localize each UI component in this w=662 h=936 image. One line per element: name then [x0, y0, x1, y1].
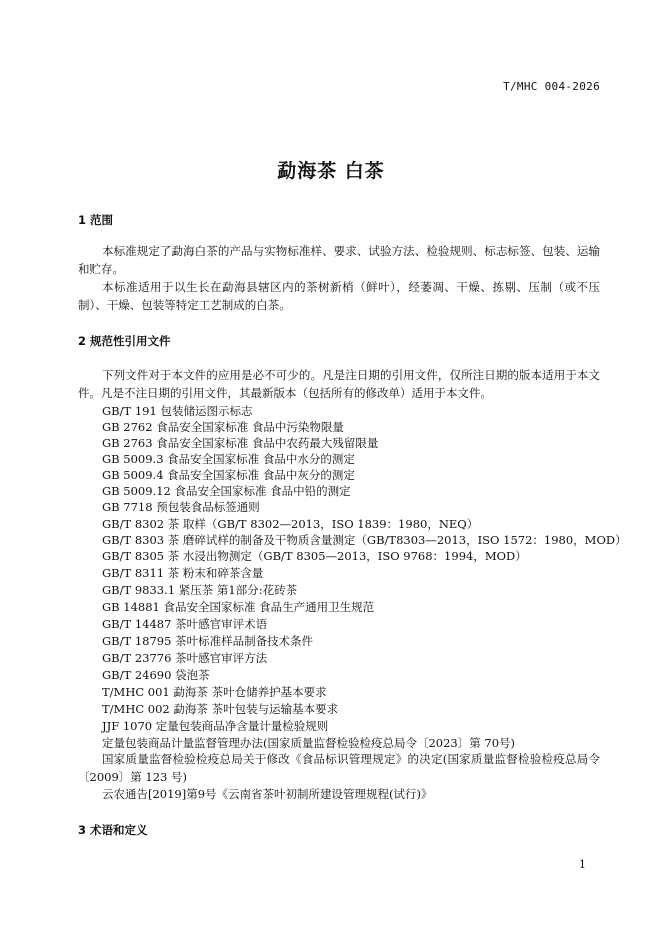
- document-number: T/MHC 004-2026: [503, 80, 600, 93]
- scope-paragraph-2: 本标准适用于以生长在勐海县辖区内的茶树新梢（鲜叶），经萎凋、干燥、拣剔、压制（或不压制）、干燥、包装等特定工艺制成的白茶。: [78, 280, 600, 312]
- reference-item: GB/T 14487 茶叶感官审评术语: [102, 617, 268, 631]
- reference-item: GB/T 18795 茶叶标准样品制备技术条件: [102, 634, 314, 648]
- reference-item: GB/T 8302 茶 取样（GB/T 8302—2013，ISO 1839：1980，NEQ）: [102, 517, 479, 531]
- reference-item: GB/T 191 包装储运图示标志: [102, 404, 253, 418]
- section-3-heading: 3 术语和定义: [78, 823, 148, 837]
- page-number: 1: [579, 858, 586, 871]
- reference-item: GB 5009.3 食品安全国家标准 食品中水分的测定: [102, 452, 355, 466]
- reference-item: GB/T 23776 茶叶感官审评方法: [102, 651, 268, 665]
- reference-item: GB 14881 食品安全国家标准 食品生产通用卫生规范: [102, 600, 375, 614]
- reference-item: GB/T 8305 茶 水浸出物测定（GB/T 8305—2013，ISO 9768：1994，MOD）: [102, 549, 527, 563]
- reference-item: GB 2762 食品安全国家标准 食品中污染物限量: [102, 420, 344, 434]
- reference-notice: 云农通告[2019]第9号《云南省茶叶初制所建设管理规程(试行)》: [102, 787, 433, 801]
- reference-item: GB 7718 预包装食品标签通则: [102, 500, 260, 514]
- reference-decree: 国家质量监督检验检疫总局关于修改《食品标识管理规定》的决定(国家质量监督检验检疫总局令〔2009〕第 123 号): [78, 752, 600, 784]
- reference-item: GB/T 24690 袋泡茶: [102, 668, 210, 682]
- reference-item: GB/T 9833.1 紧压茶 第1部分:花砖茶: [102, 583, 298, 597]
- page-title: 勐海茶 白茶: [277, 160, 385, 182]
- scope-paragraph-1: 本标准规定了勐海白茶的产品与实物标准样、要求、试验方法、检验规则、标志标签、包装、运输和贮存。: [78, 244, 600, 276]
- reference-item: GB 2763 食品安全国家标准 食品中农药最大残留限量: [102, 436, 379, 450]
- reference-item: T/MHC 002 勐海茶 茶叶包装与运输基本要求: [102, 702, 339, 716]
- reference-item: GB 5009.12 食品安全国家标准 食品中铅的测定: [102, 484, 351, 498]
- reference-item: GB/T 8311 茶 粉末和碎茶含量: [102, 566, 264, 580]
- reference-item: JJF 1070 定量包装商品净含量计量检验规则: [102, 719, 329, 733]
- reference-item: T/MHC 001 勐海茶 茶叶仓储养护基本要求: [102, 685, 327, 699]
- reference-item: 定量包装商品计量监督管理办法(国家质量监督检验检疫总局令〔2023〕第 70号): [102, 736, 516, 750]
- section-1-heading: 1 范围: [78, 213, 114, 227]
- section-2-heading: 2 规范性引用文件: [78, 334, 171, 348]
- references-intro: 下列文件对于本文件的应用是必不可少的。凡是注日期的引用文件，仅所注日期的版本适用于本文件。凡是不注日期的引用文件，其最新版本（包括所有的修改单）适用于本文件。: [78, 368, 600, 400]
- reference-item: GB/T 8303 茶 磨碎试样的制备及干物质含量测定（GB/T8303—2013，ISO 1572：1980，MOD）: [102, 533, 627, 547]
- reference-item: GB 5009.4 食品安全国家标准 食品中灰分的测定: [102, 468, 355, 482]
